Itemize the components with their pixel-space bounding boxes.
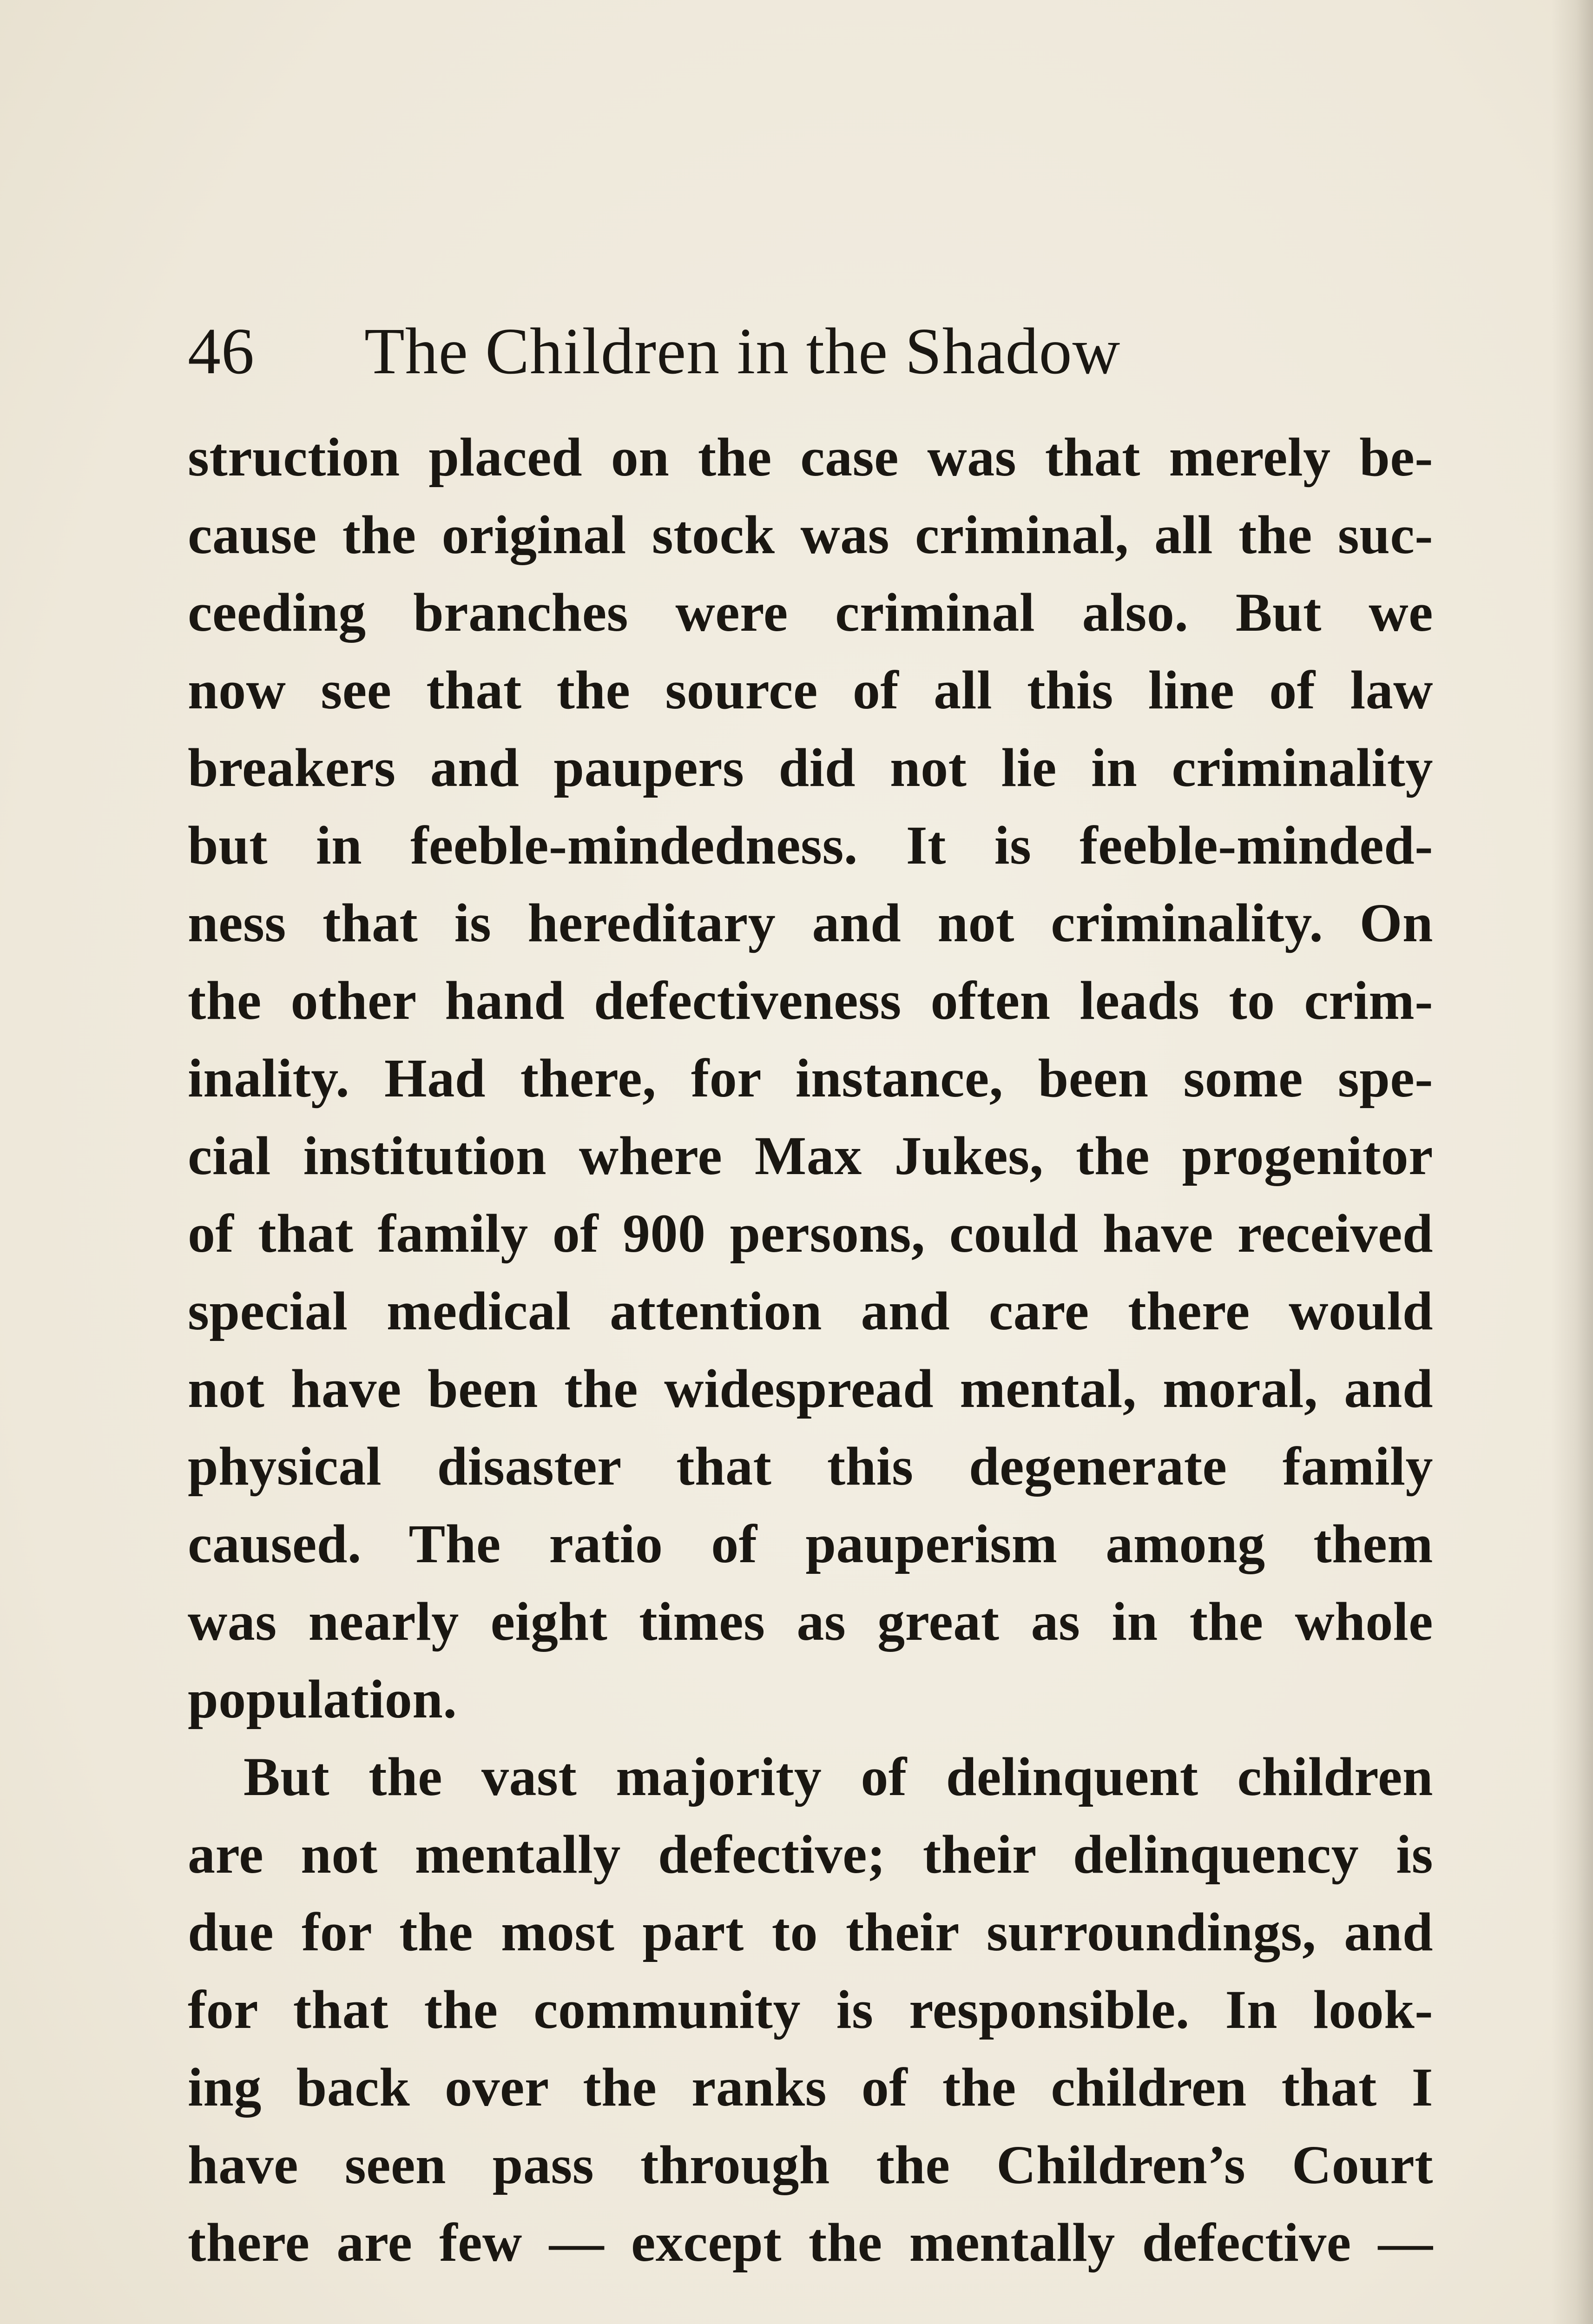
text-line: are not mentally defective; their delinquency is — [188, 1824, 1433, 1885]
text-line: caused. The ratio of pauperism among them — [188, 1513, 1433, 1574]
paragraph — [188, 1738, 1433, 2281]
text-line: due for the most part to their surroundings, and — [188, 1901, 1433, 1962]
text-line: breakers and paupers did not lie in criminality — [188, 737, 1433, 798]
text-line: was nearly eight times as great as in the whole — [188, 1591, 1433, 1652]
paragraph-continued — [188, 418, 1433, 1738]
text-line: the other hand defectiveness often leads to crim- — [188, 970, 1433, 1031]
text-line: special medical attention and care there would — [188, 1281, 1433, 1341]
text-line: ceeding branches were criminal also. But we — [188, 582, 1433, 643]
running-head — [188, 304, 1433, 397]
text-line: inality. Had there, for instance, been some spe- — [188, 1048, 1433, 1109]
text-line: now see that the source of all this line of law — [188, 660, 1433, 720]
text-line: there are few — except the mentally defective — — [188, 2212, 1433, 2273]
text-line: ing back over the ranks of the children that I — [188, 2057, 1433, 2118]
text-line: of that family of 900 persons, could have received — [188, 1203, 1433, 1264]
page-number: 46 — [188, 314, 255, 388]
text-line: for that the community is responsible. In look- — [188, 1979, 1433, 2040]
body-text — [188, 418, 1433, 2281]
text-line: not have been the widespread mental, moral, and — [188, 1358, 1433, 1419]
text-line: have seen pass through the Children’s Court — [188, 2134, 1433, 2195]
text-line: ness that is hereditary and not criminality. On — [188, 892, 1433, 953]
page-edge-shadow — [1551, 0, 1593, 2324]
text-line: struction placed on the case was that merely be- — [188, 427, 1433, 488]
text-line: But the vast majority of delinquent children — [244, 1746, 1433, 1807]
text-line: physical disaster that this degenerate family — [188, 1436, 1433, 1497]
text-line: population. — [188, 1669, 457, 1730]
text-line: but in feeble-mindedness. It is feeble-minded- — [188, 815, 1433, 876]
text-line: cause the original stock was criminal, all the suc- — [188, 504, 1433, 565]
running-title: The Children in the Shadow — [364, 314, 1121, 388]
text-line: cial institution where Max Jukes, the progenitor — [188, 1125, 1433, 1186]
